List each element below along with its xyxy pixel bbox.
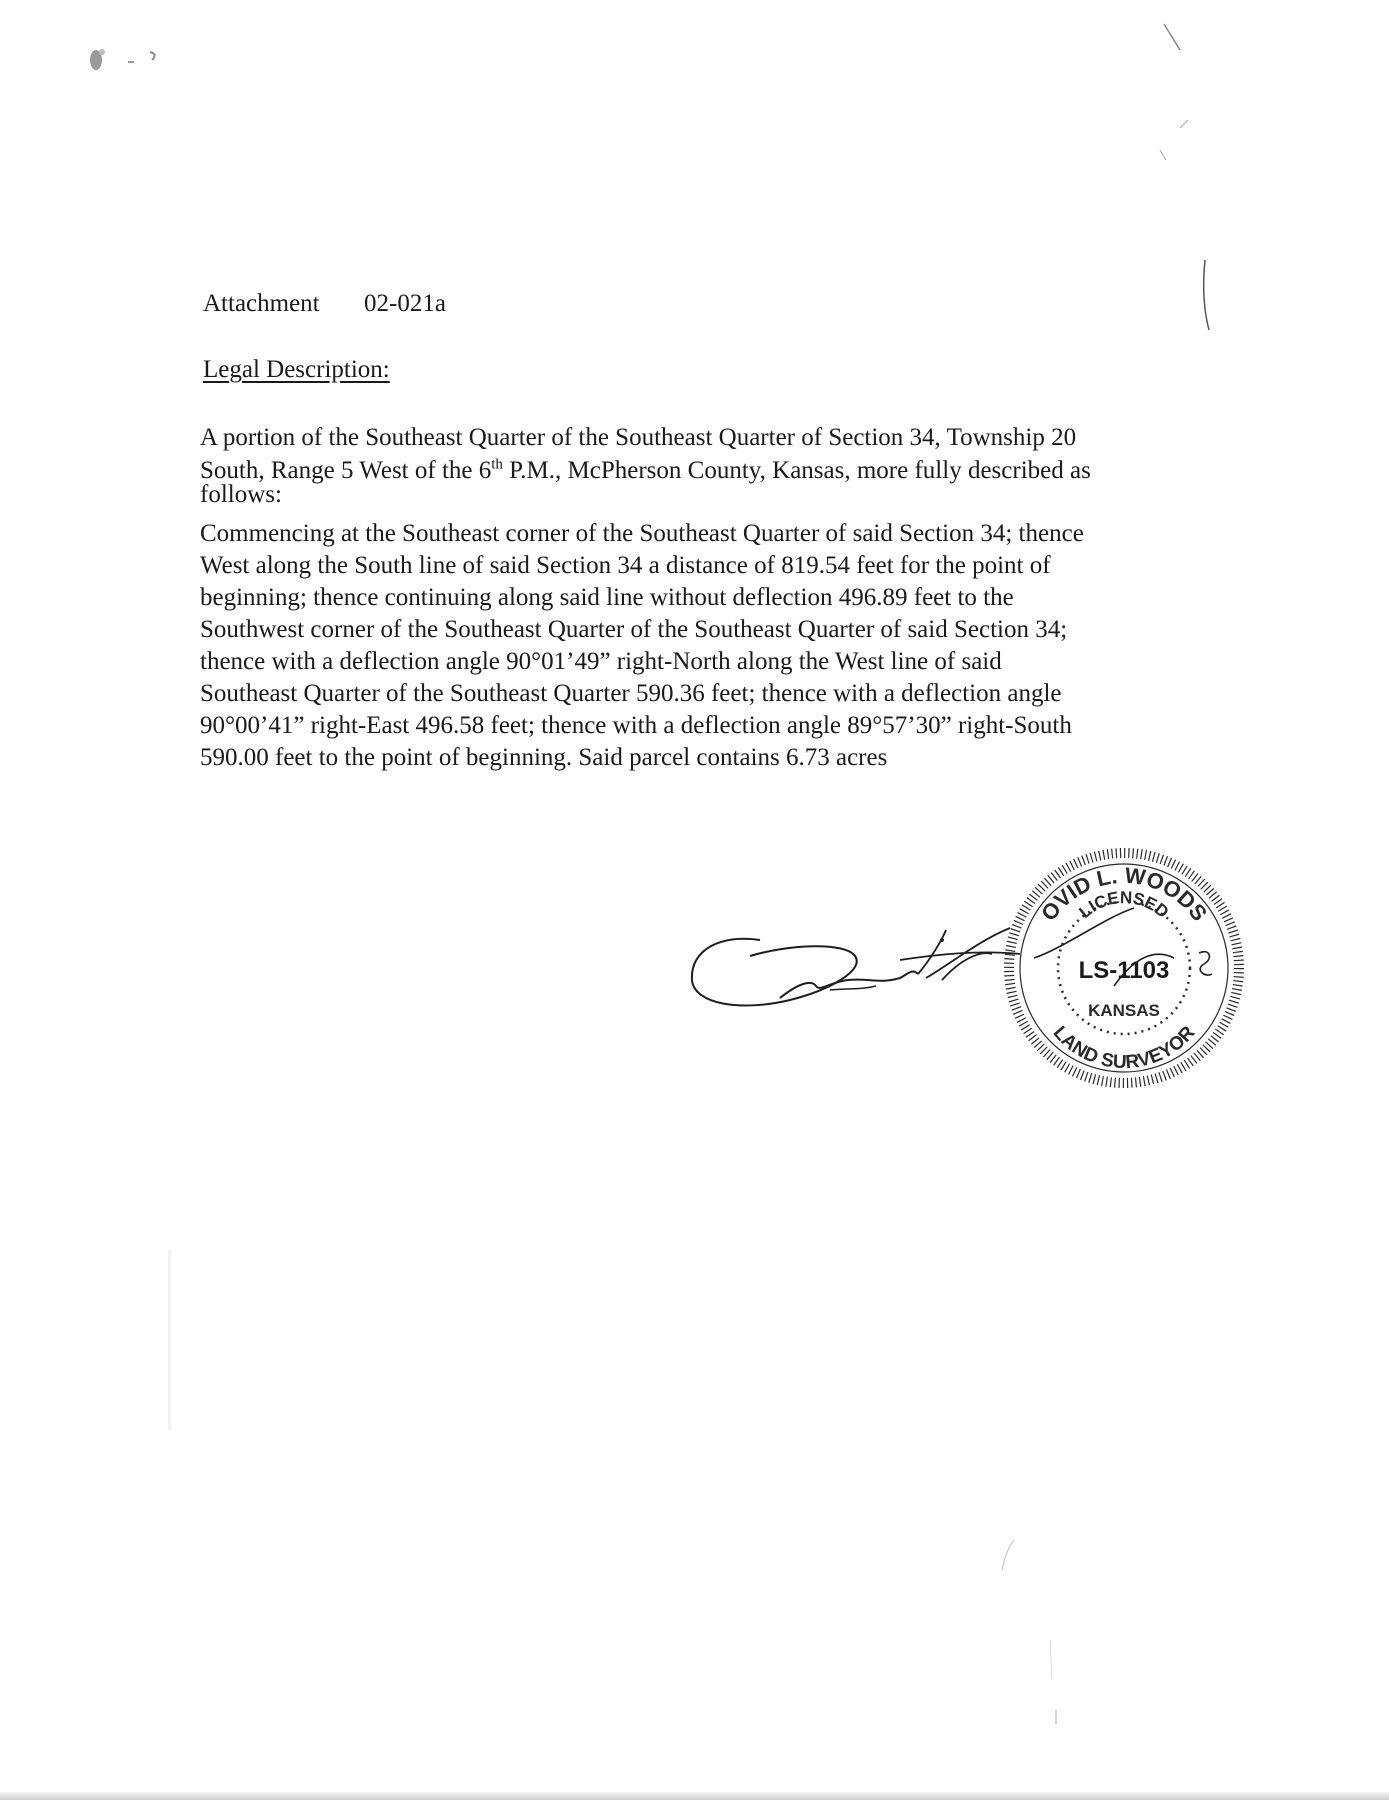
paragraph2-line-2: West along the South line of said Section 34 a distance of 819.54 feet for the point of bbox=[200, 552, 1051, 579]
seal-licensed: LICENSED bbox=[1075, 887, 1173, 922]
paragraph1-line-1: A portion of the Southeast Quarter of the Southeast Quarter of Section 34, Township 20 bbox=[200, 424, 1077, 451]
seal-title: LAND SURVEYOR bbox=[1048, 1022, 1200, 1074]
paragraph2-line-7: 90°00’41” right-East 496.58 feet; thence with a deflection angle 89°57’30” right-South bbox=[200, 712, 1072, 739]
paragraph2-line-3: beginning; thence continuing along said line without deflection 496.89 feet to the bbox=[200, 584, 1014, 611]
section-heading: Legal Description: bbox=[203, 356, 390, 383]
surveyor-seal-icon bbox=[994, 838, 1254, 1098]
paragraph2-line-8: 590.00 feet to the point of beginning. Said parcel contains 6.73 acres bbox=[200, 744, 888, 771]
seal-name: OVID L. WOODS bbox=[1035, 862, 1213, 926]
paragraph1-line-3: follows: bbox=[200, 481, 282, 508]
paragraph1-line-2 bbox=[200, 455, 1091, 487]
scan-bottom-edge bbox=[0, 1792, 1389, 1800]
scan-shadow bbox=[168, 1250, 171, 1430]
seal-state: KANSAS bbox=[1088, 1001, 1160, 1020]
paragraph2-line-1: Commencing at the Southeast corner of the Southeast Quarter of said Section 34; thence bbox=[200, 520, 1084, 547]
scan-speck-icon bbox=[80, 40, 170, 80]
svg-text:LAND SURVEYOR bbox=[1049, 1022, 1200, 1073]
paragraph2-line-5: thence with a deflection angle 90°01’49” right-North along the West line of said bbox=[200, 648, 1002, 675]
paragraph1-line-2a: South, Range 5 West of the 6 bbox=[200, 457, 492, 484]
seal-license-number: LS-1103 bbox=[1078, 957, 1170, 984]
scan-line-icon bbox=[1000, 1510, 1080, 1730]
paragraph2-line-6: Southeast Quarter of the Southeast Quarter 590.36 feet; thence with a deflection angle bbox=[200, 680, 1062, 707]
attachment-number: 02-021a bbox=[364, 290, 446, 317]
paragraph1-line-2b: P.M., McPherson County, Kansas, more fully described as bbox=[502, 457, 1091, 484]
ordinal-suffix: th bbox=[491, 456, 503, 473]
scan-line-icon bbox=[1150, 20, 1240, 380]
attachment-label: Attachment bbox=[203, 290, 320, 317]
paragraph2-line-4: Southwest corner of the Southeast Quarter of the Southeast Quarter of said Section 34; bbox=[200, 616, 1068, 643]
signature-icon bbox=[680, 920, 1040, 1040]
